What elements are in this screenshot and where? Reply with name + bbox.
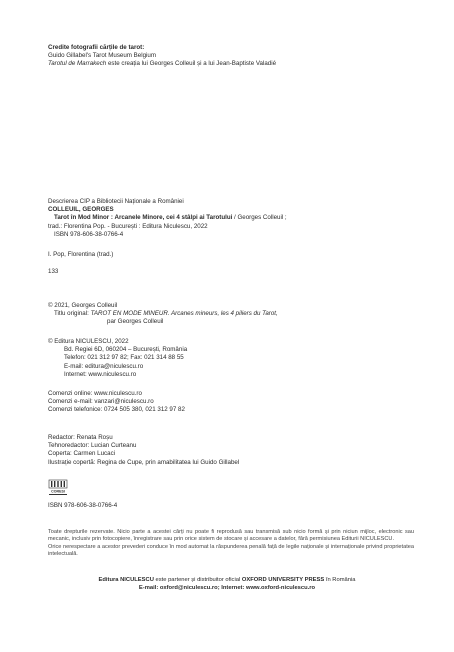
legal-notice bbox=[48, 529, 414, 559]
publisher-email: E-mail: editura@niculescu.ro bbox=[64, 362, 144, 370]
cip-code: 133 bbox=[48, 268, 59, 275]
credits-line-1: Guido Gillabel's Tarot Museum Belgium bbox=[48, 52, 157, 60]
staff-block bbox=[48, 434, 239, 467]
credits-line-2-italic: Tarotul de Marrakech bbox=[48, 60, 107, 68]
logo-text: CORESI bbox=[51, 489, 65, 494]
publisher-phone: Telefon: 021 312 97 82; Fax: 021 314 88 55 bbox=[64, 354, 184, 362]
legal-paragraph-2: Orice nerespectare a acestor prevederi conduce în mod automat la răspunderea penală față de legile naționale și internaționale privind proprietatea intelectuală. bbox=[48, 543, 414, 558]
footer-partner bbox=[0, 576, 454, 584]
cip-person: I. Pop, Florentina (trad.) bbox=[48, 251, 114, 258]
photo-credits bbox=[48, 44, 276, 69]
orders-email: Comenzi e-mail: vanzari@niculescu.ro bbox=[48, 398, 154, 406]
publisher-block bbox=[48, 338, 187, 379]
credits-line-2-rest: este creația lui Georges Colleuil și a lui Jean-Baptiste Valadié bbox=[106, 60, 277, 68]
staff-coperta: Coperta: Carmen Lucaci bbox=[48, 450, 116, 458]
footer-contact: E-mail: oxford@niculescu.ro; Internet: www.oxford-niculescu.ro bbox=[138, 585, 316, 591]
credits-line-2 bbox=[48, 60, 276, 68]
cip-heading: Descrierea CIP a Bibliotecii Naționale a României bbox=[48, 198, 184, 205]
cip-block bbox=[48, 198, 287, 239]
original-title-text: TAROT EN MODE MINEUR. Arcanes mineurs, les 4 piliers du Tarot, bbox=[90, 310, 278, 318]
footer-end: în România bbox=[324, 577, 356, 583]
original-title-label: Titlu original: bbox=[54, 310, 91, 318]
footer bbox=[0, 576, 454, 592]
credits-heading: Credite fotografii cărțile de tarot: bbox=[48, 44, 145, 51]
cip-title-bold: Tarot în Mod Minor : Arcanele Minore, cei 4 stâlpi ai Tarotului bbox=[54, 214, 233, 222]
cip-title-rest: / Georges Colleuil ; bbox=[232, 214, 287, 222]
orders-phone: Comenzi telefonice: 0724 505 380, 021 312 97 82 bbox=[48, 406, 185, 414]
isbn-bottom: ISBN 978-606-38-0766-4 bbox=[48, 502, 118, 509]
cip-trad: trad.: Florentina Pop. - București : Editura Niculescu, 2022 bbox=[48, 222, 208, 230]
orders-block bbox=[48, 390, 185, 415]
orders-online: Comenzi online: www.niculescu.ro bbox=[48, 390, 142, 397]
staff-ilustratie: Ilustrație copertă: Regina de Cupe, prin amabilitatea lui Guido Gillabel bbox=[48, 458, 240, 466]
copyright-line: © 2021, Georges Colleuil bbox=[48, 302, 118, 309]
footer-publisher: Editura NICULESCU bbox=[98, 577, 154, 583]
publisher-line: © Editura NICULESCU, 2022 bbox=[48, 338, 129, 345]
copyright-block bbox=[48, 302, 278, 327]
staff-tehnoredactor: Tehnoredactor: Lucian Curteanu bbox=[48, 442, 137, 450]
original-author: par Georges Colleuil bbox=[107, 318, 164, 326]
cip-isbn: ISBN 978-606-38-0766-4 bbox=[54, 230, 124, 238]
publisher-address: Bd. Regiei 6D, 060204 – București, România bbox=[64, 346, 188, 354]
cip-author: COLLEUIL, GEORGES bbox=[48, 206, 114, 214]
publisher-internet: Internet: www.niculescu.ro bbox=[64, 370, 137, 378]
footer-oup: OXFORD UNIVERSITY PRESS bbox=[241, 577, 325, 583]
cip-title bbox=[48, 214, 287, 222]
coresi-logo-icon bbox=[48, 478, 68, 498]
legal-paragraph-1: Toate drepturile rezervate. Nicio parte a acestei cărți nu poate fi reprodusă sau transmisă sub nicio formă și prin niciun mijloc, electronic sau mecanic, inclusiv prin fotocopiere, înregistrare sau prin orice sistem de stocare și accesare a datelor, fără permisiunea Editurii NICULESCU. bbox=[48, 529, 414, 543]
footer-mid: este partener și distribuitor oficial bbox=[153, 577, 242, 583]
original-title bbox=[48, 310, 278, 318]
staff-redactor: Redactor: Renata Roșu bbox=[48, 434, 113, 441]
